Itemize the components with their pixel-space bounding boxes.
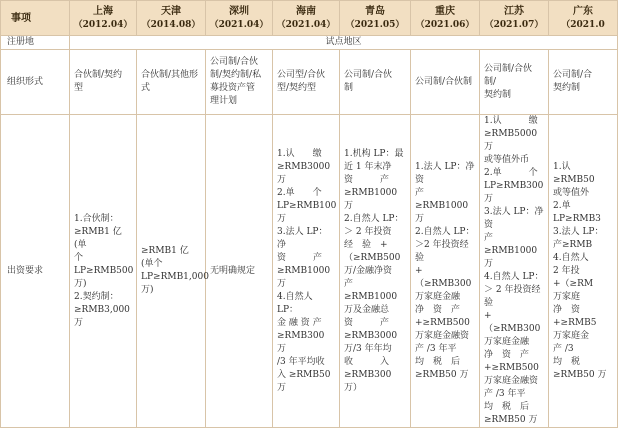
- header-col-chongqing: [411, 1, 480, 36]
- header-col-tianjin: [137, 1, 206, 36]
- cell-line: 经 验 +: [344, 239, 388, 250]
- cell-line: ≥RMB300: [344, 369, 392, 380]
- cell-line: 万: [344, 200, 354, 211]
- city-name: 重庆: [435, 5, 455, 17]
- policy-date: （2021.04）: [276, 19, 336, 30]
- org-form-cell: [549, 50, 618, 115]
- cell-line: ≥RMB1000: [344, 187, 398, 198]
- cell-line: 产 /3: [553, 343, 574, 354]
- org-form-cell: [206, 50, 273, 115]
- registration-value: 试点地区: [70, 36, 618, 50]
- cell-line: ≥RMB50 万: [484, 415, 538, 425]
- city-name: 天津: [161, 5, 181, 17]
- policy-date: （2021.06）: [415, 19, 475, 30]
- cell-line: ≥RMB3000: [277, 161, 331, 172]
- cell-line: 型: [74, 83, 84, 93]
- cell-line: 入 ≥RMB50: [277, 369, 331, 380]
- policy-date: （2021.0: [561, 19, 605, 30]
- cell-line: （≥RMB500: [344, 252, 401, 263]
- cell-line: 1.合伙制：: [74, 213, 119, 224]
- header-col-shanghai: [70, 1, 137, 36]
- cell-line: 万: [415, 213, 425, 224]
- cell-line: ≥RMB1000: [277, 265, 331, 276]
- registration-row: [1, 36, 618, 50]
- cell-line: 4.自然人: [553, 252, 589, 263]
- cell-line: 万家庭金融资: [484, 376, 539, 386]
- cell-line: ≥RMB50: [553, 174, 595, 185]
- cell-line: 公司制/合: [553, 70, 593, 80]
- org-form-cell: [137, 50, 206, 115]
- capital-cell: [137, 115, 209, 428]
- header-row: [1, 1, 618, 36]
- cell-line: 型/契约型: [277, 83, 317, 93]
- city-name: 江苏: [504, 5, 524, 17]
- cell-line: +（≥RMB300: [415, 265, 472, 289]
- cell-line: LP≥RMB100: [277, 200, 337, 211]
- cell-line: 个: [74, 252, 84, 263]
- cell-line: ≥RMB50 万: [553, 369, 607, 380]
- cell-line: 产: [344, 278, 354, 289]
- cell-line: ≥RMB1000: [344, 291, 398, 302]
- cell-line: 金 融 资 产: [277, 317, 322, 328]
- cell-line: 公司型/合伙: [277, 70, 326, 80]
- registration-label: 注册地: [1, 36, 70, 50]
- cell-line: 2.单 个: [484, 168, 538, 178]
- capital-cell: [480, 115, 549, 428]
- capital-cell: [70, 115, 137, 428]
- cell-line: 无明确规定: [210, 265, 256, 276]
- city-name: 上海: [93, 5, 113, 17]
- header-col-guangdong: [549, 1, 618, 36]
- cell-line: 净 资 产: [415, 304, 461, 315]
- cell-line: 均 税 后: [484, 402, 530, 412]
- cell-line: 产≥RMB1000: [415, 187, 469, 211]
- policy-date: （2012.04）: [73, 19, 133, 30]
- cell-line: 产 /3 年平: [484, 389, 526, 399]
- capital-cell: [411, 115, 480, 428]
- cell-line: 万/金融净资: [344, 265, 393, 276]
- cell-line: ≥RMB50 万: [415, 369, 469, 380]
- cell-line: 合伙制/契约: [74, 70, 123, 80]
- policy-date: （2021.05）: [345, 19, 405, 30]
- cell-line: 2 年投: [553, 265, 580, 276]
- cell-line: 制: [344, 83, 354, 93]
- org-form-cell: [411, 50, 480, 115]
- policy-date: （2021.04）: [209, 19, 269, 30]
- cell-line: 契约制: [553, 83, 581, 93]
- cell-line: 式: [141, 83, 151, 93]
- cell-line: 均 税 后: [415, 356, 461, 367]
- cell-line: ＞2 年投资经验: [415, 239, 469, 263]
- cell-line: 万）: [344, 382, 363, 393]
- header-row-label: 事项: [1, 1, 70, 36]
- city-name: 广东: [573, 5, 593, 17]
- cell-line: 万: [484, 259, 494, 269]
- cell-line: 产≥RMB1000: [484, 233, 538, 256]
- cell-line: ≥RMB300 万: [277, 330, 325, 354]
- cell-line: 万家庭金融资: [415, 330, 470, 341]
- capital-label: 出资要求: [1, 115, 70, 428]
- cell-line: ≥RMB5000 万: [484, 129, 538, 152]
- cell-line: 万: [277, 278, 287, 289]
- org-form-cell: [480, 50, 549, 115]
- cell-line: 募投资产管: [210, 83, 256, 93]
- policy-date: （2014.08）: [141, 19, 201, 30]
- org-form-label: 组织形式: [1, 50, 70, 115]
- cell-line: 万: [74, 317, 84, 328]
- city-name: 青岛: [365, 5, 385, 17]
- cell-line: 公司制/合伙: [210, 57, 259, 67]
- cell-line: 净 资: [553, 304, 581, 315]
- header-col-jiangsu: [480, 1, 549, 36]
- cell-line: ≥RMB3,000: [74, 304, 130, 315]
- org-form-cell: [70, 50, 137, 115]
- cell-line: 均 税: [553, 356, 581, 367]
- cell-line: 合伙制/其他形: [141, 70, 199, 80]
- cell-line: 产 /3 年平: [415, 343, 457, 354]
- cell-line: ≥RMB1 亿(单个: [141, 246, 189, 269]
- capital-cell: [273, 115, 340, 428]
- cell-line: 万: [277, 382, 287, 393]
- cell-line: +≥RMB5: [553, 317, 597, 328]
- cell-line: 4.自然人 LP：: [277, 291, 313, 315]
- capital-cell: [340, 115, 411, 428]
- cell-line: LP≥RMB3: [553, 213, 601, 224]
- header-col-hainan: [273, 1, 340, 36]
- cell-line: 公司制/合伙制/: [484, 63, 533, 87]
- cell-line: 万/3 年年均: [344, 343, 392, 354]
- cell-line: 2.单 个: [277, 187, 322, 198]
- cell-line: +≥RMB500: [415, 317, 470, 328]
- cell-line: 万: [277, 213, 287, 224]
- cell-line: 万家庭金融: [484, 337, 530, 347]
- org-form-row: [1, 50, 618, 115]
- cell-line: 近 1 年末净: [344, 161, 392, 172]
- cell-line: ≥RMB3000: [344, 330, 398, 341]
- cell-line: 制/契约制/私: [210, 70, 262, 80]
- cell-line: 4.自然人 LP：: [484, 272, 544, 282]
- org-form-cell: [273, 50, 340, 115]
- cell-line: 万: [277, 174, 287, 185]
- cell-line: ≥RMB1 亿(单: [74, 226, 122, 250]
- cell-line: +≥RMB500: [484, 363, 539, 373]
- cell-line: 万: [484, 194, 494, 204]
- cell-line: 理计划: [210, 96, 238, 106]
- capital-row: [1, 115, 618, 428]
- cell-line: ＞ 2 年投资: [344, 226, 392, 237]
- cell-line: +（≥RM: [553, 278, 594, 289]
- cell-line: 3.法人 LP：: [553, 226, 604, 237]
- cell-line: 3.法人 LP：净: [277, 226, 328, 250]
- header-col-qingdao: [340, 1, 411, 36]
- cell-line: 收 入: [344, 356, 390, 367]
- cell-line: 2.单: [553, 200, 571, 211]
- cell-line: 万): [141, 285, 154, 295]
- cell-line: /3 年平均收: [277, 356, 325, 367]
- city-name: 深圳: [229, 5, 249, 17]
- org-form-cell: [340, 50, 411, 115]
- cell-line: 1.机构 LP：最: [344, 148, 404, 159]
- cell-line: 公司制/合伙: [344, 70, 393, 80]
- cell-line: 净 资 产: [484, 350, 530, 360]
- cell-line: LP≥RMB1,000: [141, 272, 209, 282]
- cell-line: 资 产: [344, 317, 390, 328]
- cell-line: 3.法人 LP：净资: [484, 207, 544, 230]
- cell-line: 资 产: [277, 252, 323, 263]
- cell-line: 1.认 缴: [484, 116, 538, 126]
- policy-date: （2021.07）: [484, 19, 544, 30]
- header-col-shenzhen: [206, 1, 273, 36]
- cell-line: 万家庭金融: [415, 291, 461, 302]
- cell-line: 产≥RMB: [553, 239, 593, 250]
- cell-line: 2.契约制：: [74, 291, 119, 302]
- cell-line: 1.认 缴: [277, 148, 322, 159]
- cell-line: 万): [74, 278, 87, 289]
- cell-line: 万及金融总: [344, 304, 390, 315]
- cell-line: LP≥RMB500: [74, 265, 134, 276]
- city-name: 海南: [296, 5, 316, 17]
- cell-line: 或等值外币: [484, 155, 530, 165]
- cell-line: ＞ 2 年投资经验: [484, 285, 541, 308]
- cell-line: 2.自然人 LP：: [344, 213, 404, 224]
- cell-line: 或等值外: [553, 187, 590, 198]
- cell-line: 万家庭金: [553, 330, 590, 341]
- capital-cell: [549, 115, 618, 428]
- cell-line: 万家庭: [553, 291, 581, 302]
- cell-line: 1.法人 LP：净资: [415, 161, 475, 185]
- cell-line: 契约制: [484, 89, 512, 100]
- cell-line: LP≥RMB300: [484, 181, 544, 191]
- cell-line: 公司制/合伙制: [415, 76, 473, 87]
- cell-line: 1.认: [553, 161, 571, 172]
- cell-line: +（≥RMB300: [484, 311, 541, 334]
- cell-line: 资 产: [344, 174, 390, 185]
- cell-line: 2.自然人 LP：: [415, 226, 475, 237]
- capital-cell: [206, 115, 273, 428]
